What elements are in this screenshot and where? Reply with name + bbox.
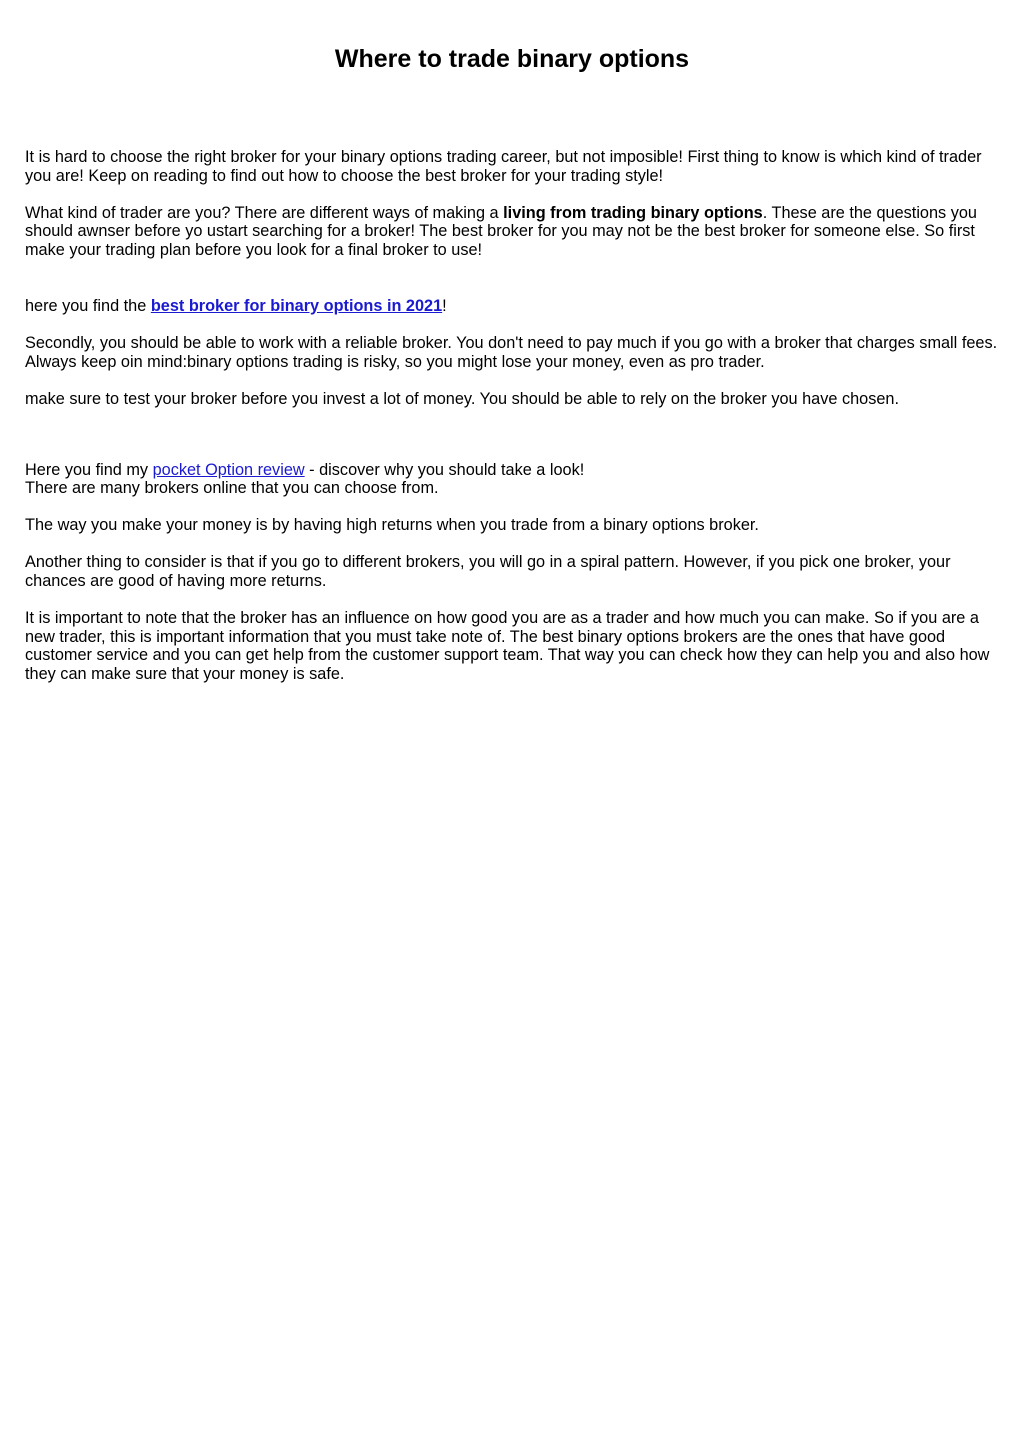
paragraph-pocket-option xyxy=(25,461,1005,480)
pocket-option-review-link[interactable]: pocket Option review xyxy=(152,460,305,479)
paragraph-text: here you find the xyxy=(25,296,151,315)
paragraph-text: What kind of trader are you? There are different ways of making a xyxy=(25,203,504,222)
paragraph-many-brokers: There are many brokers online that you can choose from. xyxy=(25,479,439,498)
paragraph-intro: It is hard to choose the right broker for your binary options trading career, but not imposible! First thing to know is which kind of trader you are! Keep on reading to find out how to choose the best broker for your trading style! xyxy=(25,148,982,185)
paragraph-trader-kind xyxy=(25,204,1005,260)
paragraph-text: . These are the questions you should awnser before yo ustart searching for a broker! The best broker for you may not be the best broker for someone else. So first make your trading plan before you look for a final broker to use! xyxy=(25,203,977,259)
paragraph-text: Here you find my xyxy=(25,460,153,479)
best-broker-link[interactable]: best broker for binary options in 2021 xyxy=(150,296,443,315)
paragraph-broker-influence: It is important to note that the broker has an influence on how good you are as a trader and how much you can make. So if you are a new trader, this is important information that you must take note of. The best binary options brokers are the ones that have good customer service and you can get help from the customer support team. That way you can check how they can help you and also how they can make sure that your money is safe. xyxy=(25,609,990,684)
paragraph-text: ! xyxy=(442,296,447,315)
page-title: Where to trade binary options xyxy=(334,45,690,73)
paragraph-spiral-pattern: Another thing to consider is that if you go to different brokers, you will go in a spiral pattern. However, if you pick one broker, your chances are good of having more returns. xyxy=(25,553,951,591)
paragraph-text: - discover why you should take a look! xyxy=(304,460,585,479)
paragraph-high-returns: The way you make your money is by having high returns when you trade from a binary options broker. xyxy=(25,516,759,535)
paragraph-best-broker xyxy=(25,297,1005,316)
paragraph-reliable-broker: Secondly, you should be able to work with a reliable broker. You don't need to pay much if you go with a broker that charges small fees. Always keep oin mind:binary options trading is risky, so you might lose your money, even as pro trader. xyxy=(25,333,998,371)
bold-phrase: living from trading binary options xyxy=(503,203,763,222)
paragraph-test-broker: make sure to test your broker before you invest a lot of money. You should be able to rely on the broker you have chosen. xyxy=(25,389,899,408)
article-body xyxy=(25,148,1005,684)
